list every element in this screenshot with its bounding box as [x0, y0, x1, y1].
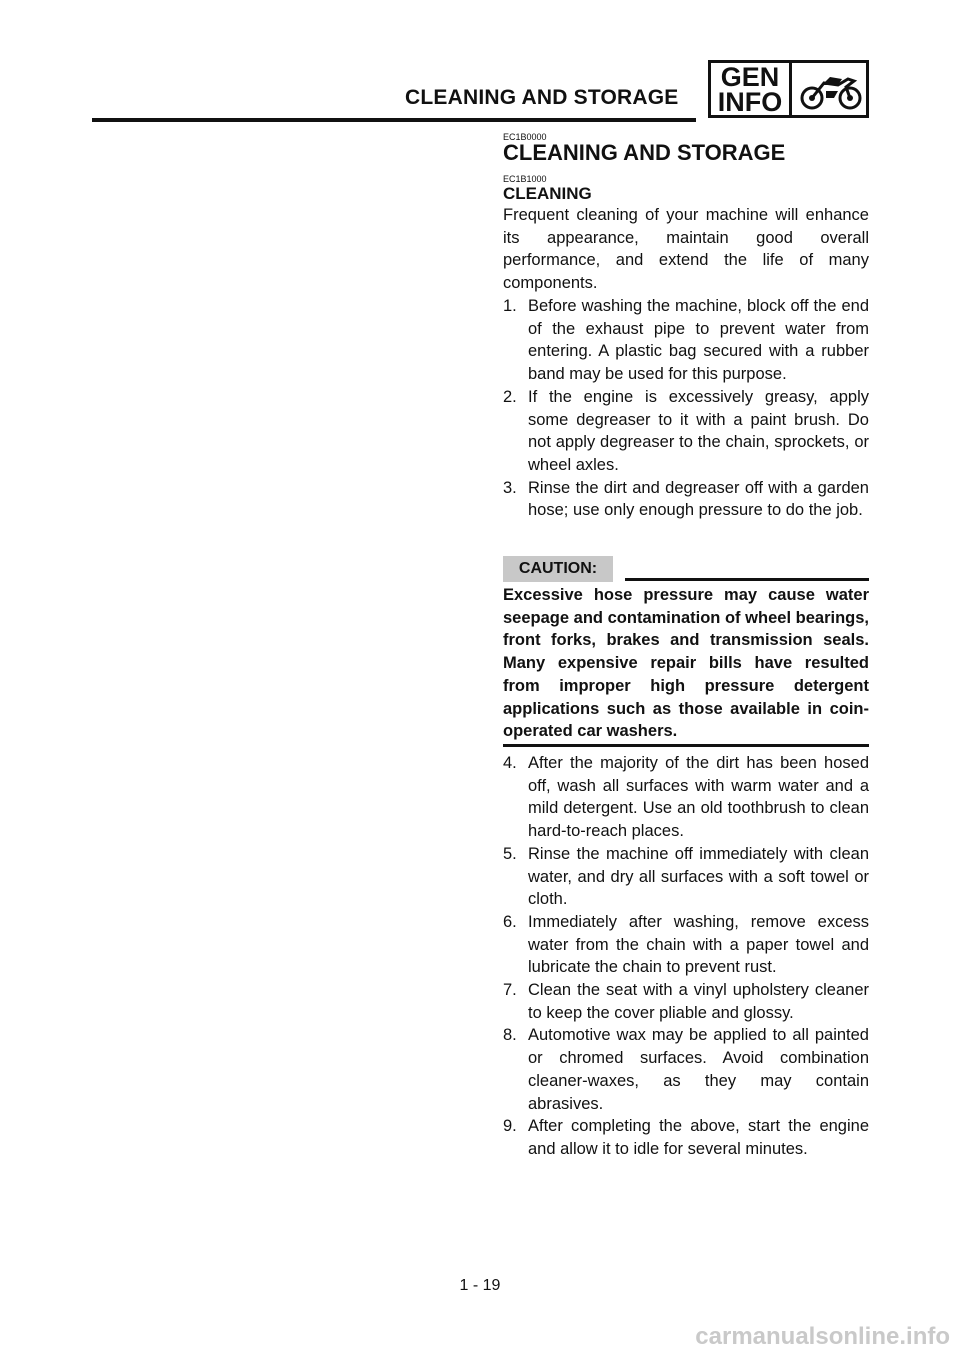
caution-rule-top — [625, 578, 869, 581]
item-text: After completing the above, start the engine and allow it to idle for several minutes. — [528, 1117, 869, 1158]
page-header-title: CLEANING AND STORAGE — [405, 86, 679, 109]
item-number: 6. — [503, 912, 517, 931]
watermark: carmanualsonline.info — [695, 1323, 950, 1350]
page-number: 1 - 19 — [459, 1277, 501, 1294]
item-text: Automotive wax may be applied to all painted or chromed surfaces. Avoid combination cleaner-waxes, as they may contain abrasives. — [528, 1026, 869, 1113]
item-text: Before washing the machine, block off the end of the exhaust pipe to prevent water from entering. A plastic bag secured with a rubber band may be used for this purpose. — [528, 297, 869, 384]
item-number: 3. — [503, 478, 517, 497]
header-rule — [92, 118, 696, 122]
item-number: 2. — [503, 387, 517, 406]
badge-line-2: INFO — [717, 87, 783, 117]
item-number: 7. — [503, 981, 517, 1000]
item-text: Rinse the machine off immediately with clean water, and dry all surfaces with a soft towel or cloth. — [528, 844, 869, 909]
section-heading: CLEANING AND STORAGE — [503, 140, 786, 165]
item-text: If the engine is excessively greasy, apply some degreaser to it with a paint brush. Do not apply degreaser to the chain, sprockets, or wheel axles. — [528, 387, 869, 474]
item-number: 8. — [503, 1026, 517, 1045]
caution-label: CAUTION: — [503, 556, 613, 582]
item-number: 1. — [503, 297, 517, 315]
item-text: Clean the seat with a vinyl upholstery cleaner to keep the cover pliable and glossy. — [528, 981, 869, 1022]
item-number: 5. — [503, 844, 517, 863]
list-item — [503, 386, 869, 477]
list-item — [503, 843, 869, 911]
caution-rule-bottom — [503, 744, 869, 747]
list-item — [503, 752, 869, 843]
list-item — [503, 979, 869, 1024]
item-text: Immediately after washing, remove excess water from the chain with a paper towel and lubricate the chain to prevent rust. — [528, 912, 869, 977]
item-text: After the majority of the dirt has been hosed off, wash all surfaces with warm water and a mild detergent. Use an old toothbrush to clean hard-to-reach places. — [528, 754, 869, 841]
section-header — [503, 132, 869, 164]
section-code: EC1B0000 — [503, 132, 547, 142]
steps-list-b — [503, 752, 869, 1161]
subsection-code: EC1B1000 — [503, 174, 547, 184]
caution-text: Excessive hose pressure may cause water seepage and contamination of wheel bearings, front forks, brakes and transmission seals. Many expensive repair bills have resulted from improper high pressure detergent applications such as those available in coin-operated car washers. — [503, 586, 869, 741]
subsection-heading: CLEANING — [503, 184, 592, 203]
list-item — [503, 295, 869, 386]
list-item — [503, 1024, 869, 1115]
list-item — [503, 1115, 869, 1160]
motorcycle-icon — [798, 71, 864, 111]
subsection-header — [503, 174, 869, 203]
steps-list-a — [503, 295, 869, 522]
list-item — [503, 477, 869, 522]
item-text: Rinse the dirt and degreaser off with a garden hose; use only enough pressure to do the job. — [528, 478, 869, 520]
item-number: 9. — [503, 1117, 517, 1136]
item-number: 4. — [503, 754, 517, 772]
badge-line-1: GEN — [720, 62, 780, 92]
intro-paragraph: Frequent cleaning of your machine will enhance its appearance, maintain good overall performance, and extend the life of many components. — [503, 206, 869, 293]
list-item — [503, 911, 869, 979]
gen-info-badge — [708, 60, 792, 118]
caution-header — [503, 556, 869, 582]
motorcycle-badge — [789, 60, 869, 118]
